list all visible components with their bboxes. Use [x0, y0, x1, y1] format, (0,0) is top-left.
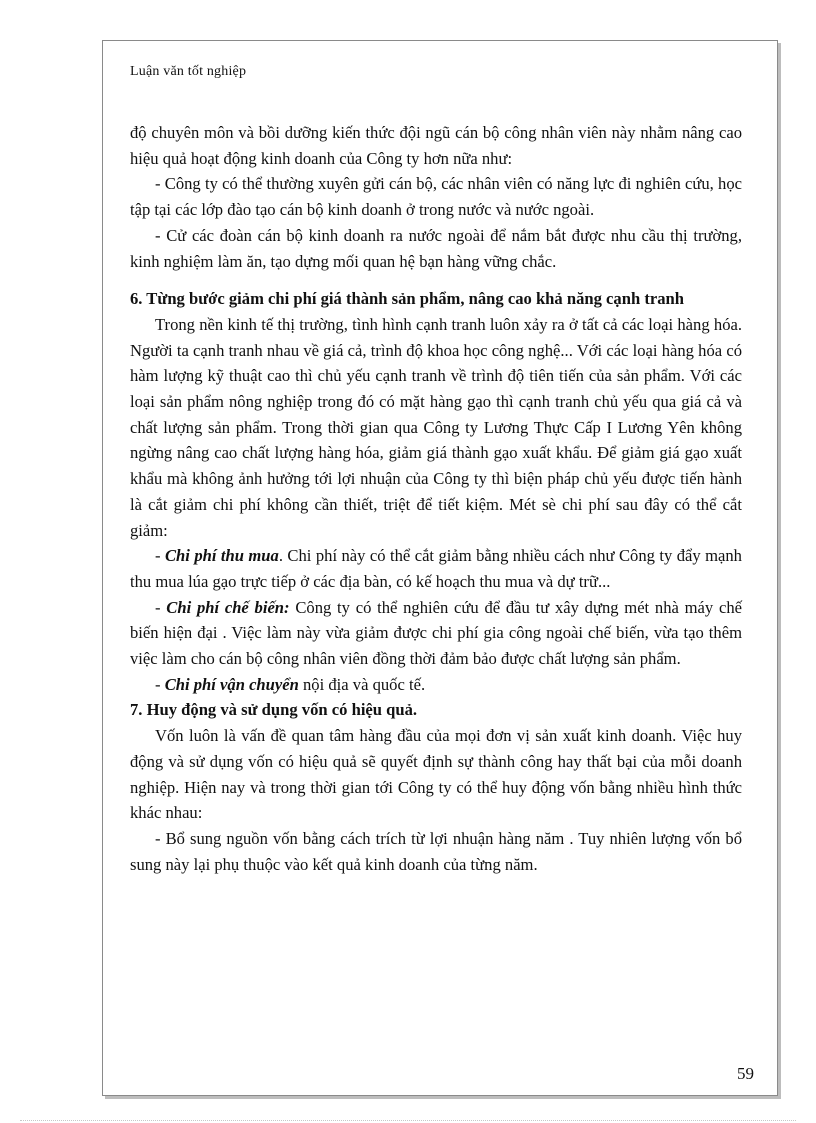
paragraph: độ chuyên môn và bồi dưỡng kiến thức đội ngũ cán bộ công nhân viên này nhằm nâng cao hiệu quả hoạt động kinh doanh của Công ty hơn nữa như:: [130, 123, 742, 168]
page-edge-divider: [20, 1120, 796, 1121]
section-heading-7: 7. Huy động và sử dụng vốn có hiệu quả.: [130, 700, 418, 720]
bullet-paragraph: - Công ty có thể thường xuyên gửi cán bộ, các nhân viên có năng lực đi nghiên cứu, học tập tại các lớp đào tạo cán bộ kinh doanh ở trong nước và nước ngoài.: [130, 174, 742, 220]
cost-term: Chi phí thu mua: [164, 546, 279, 566]
bullet-paragraph: - Bổ sung nguồn vốn bằng cách trích từ lợi nhuận hàng năm . Tuy nhiên lượng vốn bổ sung này lại phụ thuộc vào kết quả kinh doanh của từng năm.: [130, 828, 742, 874]
cost-text: . Chi phí này có thể cắt giảm bằng nhiều cách như Công ty đẩy mạnh thu mua lúa gạo trực tiếp ở các địa bàn, có kế hoạch thu mua và dự trữ...: [130, 546, 742, 591]
cost-term: Chi phí chế biến:: [166, 597, 290, 617]
page-header: Luận văn tốt nghiệp: [130, 64, 247, 79]
paragraph: Vốn luôn là vấn đề quan tâm hàng đầu của mọi đơn vị sản xuất kinh doanh. Việc huy động và sử dụng vốn có hiệu quả sẽ quyết định sự thành công hay thất bại của mỗi doanh nghiệp. Hiện nay và trong thời gian tới Công ty có thể huy động vốn bằng nhiều hình thức khác nhau:: [130, 726, 742, 823]
bullet-paragraph: - Cử các đoàn cán bộ kinh doanh ra nước ngoài để nắm bắt được nhu cầu thị trường, kinh nghiệm làm ăn, tạo dựng mối quan hệ bạn hàng vững chắc.: [130, 225, 742, 271]
page-number: 59: [737, 1064, 754, 1083]
cost-item-transport: [130, 672, 742, 698]
cost-item-processing: [130, 595, 742, 672]
cost-term: Chi phí vận chuyển: [164, 674, 299, 694]
document-body: [130, 120, 742, 877]
bullet-dash: -: [155, 674, 165, 694]
cost-text: Công ty có thể nghiên cứu để đầu tư xây dựng mét nhà máy chế biến hiện đại . Việc làm này vừa giảm được chi phí gia công ngoài chế biến, vừa tạo thêm việc làm cho cán bộ công nhân viên đồng thời đảm bảo được chất lượng sản phẩm.: [130, 597, 742, 669]
paragraph: Trong nền kinh tế thị trường, tình hình cạnh tranh luôn xảy ra ở tất cả các loại hàng hóa. Người ta cạnh tranh nhau về giá cả, trình độ khoa học công nghệ... Với các loại hàng hóa có hàm lượng kỹ thuật cao thì chủ yếu cạnh tranh về trình độ tiên tiến của sản phẩm. Với các loại sản phẩm nông nghiệp trong đó có mặt hàng gạo thì cạnh tranh chủ yếu qua giá cả và chất lượng sản phẩm. Trong thời gian qua Công ty Lương Thực Cấp I Lương Yên không ngừng nâng cao chất lượng hàng hóa, giảm giá thành gạo xuất khẩu. Để giảm giá gạo xuất khẩu mà không ảnh hưởng tới lợi nhuận của Công ty thì biện pháp chủ yếu được tiến hành là cắt giảm chi phí không cần thiết, triệt để tiết kiệm. Mét sè chi phí sau đây có thể cắt giảm:: [130, 314, 742, 540]
section-heading-6: 6. Từng bước giảm chi phí giá thành sản phẩm, nâng cao khả năng cạnh tranh: [130, 289, 684, 309]
cost-text: nội địa và quốc tế.: [298, 674, 426, 694]
bullet-dash: -: [155, 597, 167, 617]
bullet-dash: -: [155, 546, 165, 566]
cost-item-purchasing: [130, 543, 742, 594]
